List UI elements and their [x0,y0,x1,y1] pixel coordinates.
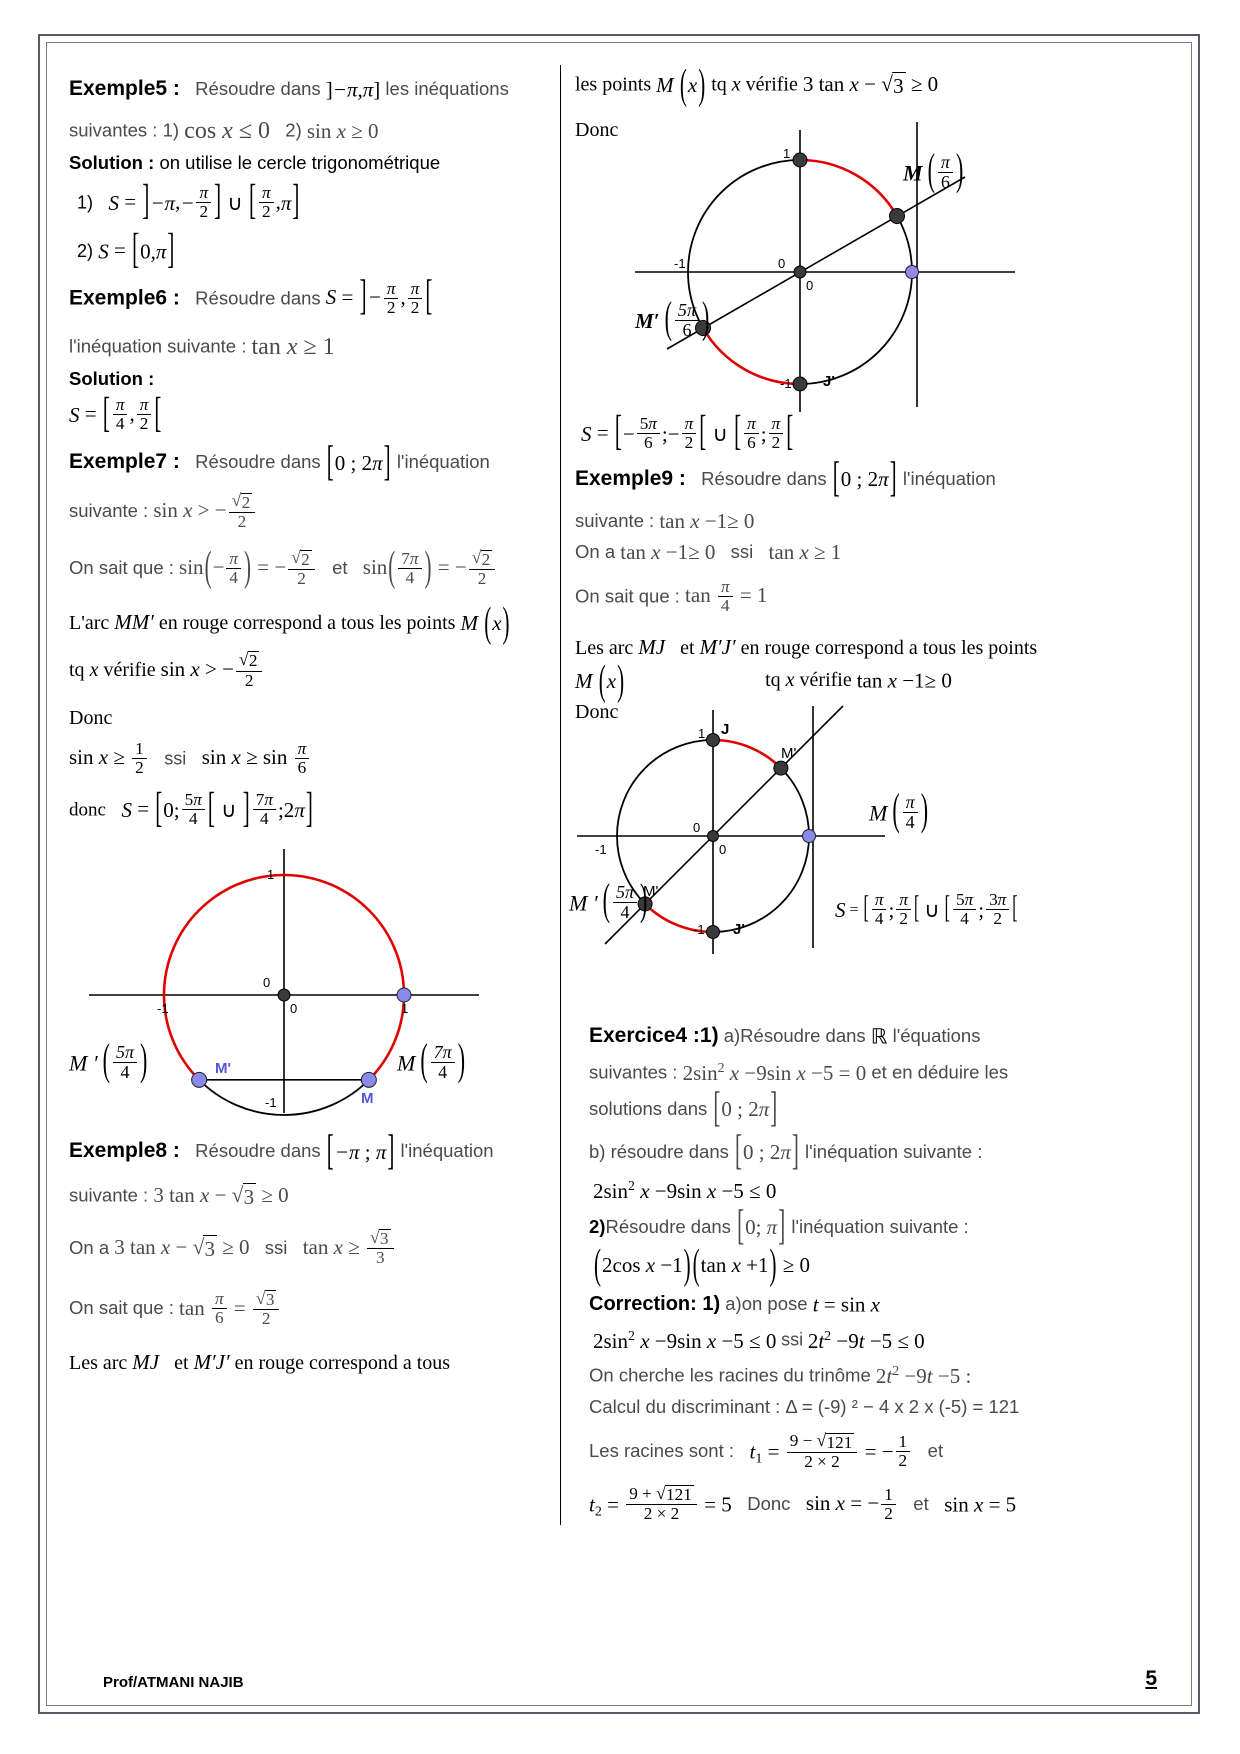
exemple7-result: donc S = [0; $\frac{5\pi}{4}$ [ ∪ ] $\frac{7\pi}{4}$ ;2π] [69,782,313,831]
label-origin-top-2: 0 [778,255,786,271]
exemple8-arc-text1: Les arc [69,1352,128,1375]
exemple5-solution-1: 1) S = ]−π,− $\frac{\pi}{2}$ ] ∪ [ $\frac{\pi}{2}$ ,π] [77,175,300,224]
point-I [397,988,411,1002]
exemple8-arc-text3: en rouge correspond a tous [234,1352,451,1375]
tag-M: M [361,1090,374,1108]
exercice4-equation: $2\sin^2$ x −9sin x −5 = 0 [682,1060,867,1085]
exemple7-arc-text2: en rouge correspond a tous les points [158,611,456,634]
correction-line2 [589,1362,1173,1391]
exemple7-arc-name: MM′ [114,609,154,634]
point-J-3 [707,734,720,747]
exemple7-donc: Donc [69,706,113,729]
exemple7-heading [69,436,546,485]
exemple5-solution-label: Solution : [69,151,155,173]
exemple7-ineq-line [69,493,546,532]
figure3-label-m-prime: M ′ ( $\frac{5\pi}{4}$ ) [569,874,648,925]
exemple5-sol1-prefix: 1) [77,192,94,213]
exemple5-ineq2: sin x ≥ 0 [306,118,379,143]
exemple7-known-1: sin(− $\frac{\pi}{4}$ ) = − √ $\frac{2}{2}$ [179,555,317,579]
exemple8-ona-label: On a [69,1237,110,1259]
correction-discriminant: Calcul du discriminant : Δ = (-9) ² − 4 x 2 x (-5) = 121 [589,1395,1020,1417]
origin-point-3 [708,831,719,842]
exemple6-domain: S = ]− $\frac{\pi}{2}$ , $\frac{\pi}{2}$ [ [325,271,433,320]
exemple9-arc-point: M (x) [575,656,625,705]
label-minus-one-y-3: -1 [693,922,705,938]
point-J-prime-2 [793,377,807,391]
exemple5-solution-line [69,151,546,175]
exemple8cont-result: S = [− $\frac{5\pi}{6}$ ;− $\frac{\pi}{2}$ [ ∪ [ $\frac{\pi}{6}$ ; $\frac{\pi}{2}$ [ [581,406,794,455]
exercice4-part-b: b) résoudre dans [589,1141,729,1163]
exercice4-line2 [589,1059,1173,1088]
correction-line1a: $2\sin^2$ x −9sin x −5 ≤ 0 [593,1328,777,1354]
exemple8-title: Exemple8 : [69,1139,180,1163]
exemple8-statement2: l'inéquation [400,1140,494,1162]
exemple7-domain: [0 ; 2π] [326,436,391,485]
exemple5-sol2-prefix: 2) [77,241,94,262]
exemple9-statement2: l'inéquation [902,468,996,490]
correction-line1-ssi: ssi [781,1330,804,1350]
exemple8-statement3: suivante : [69,1184,149,1206]
figure3-mprime-num: 5π [613,883,637,903]
figure-trig-circle-exemple9 [569,706,1173,956]
two-column-layout [47,43,1191,1705]
exemple8-ona-line [69,1230,546,1269]
point-M-3 [774,761,788,775]
exemple7-statement: Résoudre dans [195,451,321,473]
tag-M-prime: M' [215,1060,232,1078]
exemple8-arc-name1: MJ [132,1350,160,1375]
figure3-m-name: M [869,800,888,826]
exemple7-arc-text4: vérifie [103,658,156,681]
exemple8-ona2: tan x ≥ √ $\frac{3}{3}$ [303,1235,396,1259]
e8c-var: x [731,73,741,96]
exemple7-known-line [69,542,546,591]
exemple9-heading [575,453,1173,502]
e8c-text1b: tq [711,73,727,96]
label-minus-one-x: -1 [157,1001,169,1017]
exemple7-known-join: et [332,557,348,579]
footer-author: Prof/ATMANI NAJIB [103,1674,244,1691]
exemple8-heading [69,1125,546,1174]
exemple9-arc-name1: MJ [638,634,666,659]
exemple7-arc-cond: sin x > − √ $\frac{2}{2}$ [161,657,265,681]
exemple7-step2: sin x ≥ sin $\frac{\pi}{6}$ [202,745,312,769]
label-origin-bottom: 0 [290,1001,298,1017]
figure2-mprime-den: 6 [682,319,692,340]
tag-M-prime-3: M' [643,883,659,901]
e8c-text1c: vérifie [745,73,798,96]
exercice4-part-2-text: Résoudre dans [605,1215,731,1237]
figure2-label-m-prime: M′ ( $\frac{5\pi}{6}$ ) [635,292,710,343]
figure2-mprime-name: M′ [635,308,660,333]
exemple9-domain: [0 ; 2π] [832,453,897,502]
exercice4-line3-text: solutions dans [589,1097,708,1119]
exemple9-known: tan $\frac{\pi}{4}$ = 1 [685,576,768,615]
figure3-m-den: 4 [905,811,915,832]
exemple8cont-donc: Donc [575,118,619,141]
exemple9-donc: Donc [575,700,619,723]
page-border [38,34,1200,1714]
exemple9-arc-var: x [785,669,795,692]
exemple8-arc-line [69,1349,546,1377]
point-I-2 [906,265,919,278]
exercice4-title: Exercice4 :1) [589,1024,719,1048]
exercice4-part-b2: l'inéquation suivante : [805,1141,983,1163]
exercice4-part-2: 2) [589,1215,606,1237]
label-J-prime-3: J' [733,921,745,939]
page-footer [47,1667,1191,1691]
exemple5-title: Exemple5 : [69,77,180,100]
label-minus-one-y: -1 [265,1095,277,1111]
exemple6-line2 [69,332,546,364]
exemple9-arc-line2 [575,656,1173,705]
exemple7-arc-line [69,598,546,647]
figure2-m-den: 6 [940,171,950,192]
figure1-m-den: 4 [438,1062,448,1083]
exercice4-line2-suffix: et en déduire les [871,1061,1009,1083]
exemple9-ona2: tan x ≥ 1 [768,539,842,564]
exemple7-tq-line [69,652,546,691]
exercice4-line3-domain: [0 ; 2π] [713,1082,778,1131]
exemple7-statement3: suivante : [69,500,149,522]
point-M-2 [890,208,905,223]
correction-roots-label: Les racines sont : [589,1440,734,1462]
figure2-mprime-num: 5π [675,301,699,321]
exemple7-known-label: On sait que : [69,557,174,579]
exemple5-line2 [69,116,546,148]
figure3-mprime-den: 4 [620,901,630,922]
exemple6-statement2: l'inéquation suivante : [69,335,247,357]
exercice4-part2-ineq-line [593,1239,1173,1288]
solution-arc-red-3a [713,740,781,768]
exemple8-known: tan $\frac{\pi}{6}$ = √ $\frac{3}{2}$ [179,1296,281,1320]
figure2-m-num: π [938,153,953,173]
exemple9-arc-text3: en rouge correspond a tous les points [740,636,1038,659]
figure1-mprime-num: 5π [113,1043,137,1063]
exemple9-ineq: tan x −1≥ 0 [659,509,755,534]
exercice4-heading [589,1022,1173,1051]
exemple5-solution-text: on utilise le cercle trigonométrique [159,151,441,173]
correction-roots-line: Les racines sont : $t_1$ = $\frac{9 - √ 121}{2 \times 2}$ = − $\frac{1}{2}$ et [589,1433,1173,1472]
label-origin-bottom-2: 0 [806,277,814,293]
exemple9-known-line [575,576,1173,616]
exercice4-part-2-text2: l'inéquation suivante : [791,1215,969,1237]
exemple8-ona1: 3 tan x − √ 3 ≥ 0 [114,1235,249,1259]
exemple5-ineq1: cos x ≤ 0 [184,117,270,144]
label-origin-top-3: 0 [693,820,701,836]
exemple8-ona-ssi: ssi [264,1237,288,1259]
figure3-label-m: M ( $\frac{\pi}{4}$ ) [869,784,929,835]
exemple7-title: Exemple7 : [69,450,180,474]
exemple9-ineq-line [575,508,1173,536]
label-minus-one-x-3: -1 [595,842,607,858]
exemple7-step-ssi: ssi [164,748,187,769]
exercice4-part2-line [589,1201,1173,1250]
point-M [361,1073,376,1088]
e8c-cond: 3 tan x − √ 3 ≥ 0 [803,72,938,96]
figure-trig-circle-exemple7 [69,835,546,1115]
exemple5-heading [69,75,546,104]
exemple7-arc-text1: L'arc [69,611,110,634]
exemple6-ineq: tan x ≥ 1 [251,334,335,361]
correction-intro: a)on pose [725,1293,808,1315]
exercice4-part-a2: l'équations [892,1025,981,1047]
correction-trinome: $2t^2 -9t -5$ : [875,1363,972,1388]
solution-arc-red-2a [800,160,897,216]
label-one-x: 1 [401,1001,409,1017]
correction-conclusion-join: et [913,1492,929,1514]
exemple7-known-2: sin( $\frac{7\pi}{4}$ ) = − √ $\frac{2}{2}$ [363,555,498,579]
exemple5-label2: 2) [285,119,302,141]
exemple6-heading [69,271,546,320]
exemple9-ona-label: On a [575,540,616,562]
exercice4-line2-prefix: suivantes : [589,1061,678,1083]
correction-root2-line: $t_2$ = $\frac{9 + √ 121}{2 \times 2}$ = 5 Donc sin x = − $\frac{1}{2}$ et sin x = 5 [589,1486,1173,1525]
label-origin-bottom-3: 0 [719,842,727,858]
exemple8-ineq: 3 tan x − √ 3 ≥ 0 [153,1183,288,1207]
figure3-mprime-name: M ′ [569,890,598,916]
exercice4-part-a: a)Résoudre dans [723,1025,866,1047]
figure1-mprime-den: 4 [120,1062,130,1083]
figure1-label-m-prime: M ′ ( $\frac{5\pi}{4}$ ) [69,1034,148,1085]
exercice4-line3 [589,1082,1173,1131]
exemple9-arc-line1 [575,634,1173,662]
exemple9-ona-ssi: ssi [730,540,754,562]
figure1-mprime-name: M ′ [69,1050,98,1076]
exemple6-statement: Résoudre dans [195,287,321,309]
exemple7-step1: sin x ≥ $\frac{1}{2}$ [69,745,149,769]
exemple7-step [69,738,546,778]
exemple5-statement2: les inéquations [385,78,509,99]
exemple6-solution: S = [ $\frac{\pi}{4}$ , $\frac{\pi}{2}$ [ [69,388,162,437]
right-column [561,43,1191,1705]
exemple9-arc-name2: M′J′ [699,634,736,659]
exemple7-arc-text3: tq [69,658,85,681]
label-one-y: 1 [267,867,275,883]
exemple9-ona-line [575,539,1173,567]
tag-M-3: M' [781,745,797,763]
correction-line2-text: On cherche les racines du trinôme [589,1364,871,1386]
exemple9-arc-cond: tan x −1≥ 0 [856,668,952,693]
exemple8-arc-name2: M′J′ [193,1350,230,1375]
figure2-m-name: M [903,160,923,186]
exemple9-ona1: tan x −1≥ 0 [620,539,716,564]
label-minus-one-y-2: -1 [780,375,792,391]
exemple6-solution-label: Solution : [69,367,155,389]
exemple7-statement2: l'inéquation [396,451,490,473]
exemple8-ineq-line [69,1182,546,1212]
exemple9-title: Exemple9 : [575,467,686,491]
label-J-3: J [721,721,730,739]
exercice4-part-b-ineq: $2\sin^2$ x −9sin x −5 ≤ 0 [593,1178,777,1204]
exemple8-known-line [69,1290,546,1329]
correction-root-join: et [927,1440,944,1462]
footer-page-number: 5 [1145,1667,1157,1690]
e8c-point: M (x) [656,60,706,109]
exercice4-part-b-domain: [0 ; 2π] [735,1126,799,1175]
left-column [47,43,560,1705]
exemple8cont-line1 [575,60,1173,109]
figure-trig-circle-exemple8 [635,122,1173,412]
correction-heading [589,1291,1173,1319]
figure2-label-m: M ( $\frac{\pi}{6}$ ) [903,144,964,195]
exercice4-part-b-ineq-line [593,1177,1173,1206]
correction-conclusion: Donc [747,1492,791,1514]
exemple9-known-label: On sait que : [575,584,680,606]
point-J-prime-3 [707,926,720,939]
label-J-prime-2: J' [823,372,835,390]
correction-line1 [593,1327,1173,1356]
origin-point [278,989,290,1001]
label-one-y-2: 1 [783,145,791,161]
page-inner-border [46,42,1192,1706]
e8c-text1a: les points [575,73,652,96]
exemple5-statement: Résoudre dans [195,78,321,99]
correction-substitution: t = sin x [812,1292,880,1317]
trig-circle-svg-2 [645,122,1045,412]
correction-title: Correction: 1) [589,1293,721,1316]
exemple8-domain: [−π ; π] [326,1125,395,1174]
exemple9-statement: Résoudre dans [701,468,827,490]
exemple9-statement3: suivante : [575,509,655,531]
exemple7-arc-point: M (x) [460,598,510,647]
exemple7-arc-var: x [89,658,99,681]
exemple7-result-prefix: donc [69,799,106,821]
figure1-m-name: M [397,1050,416,1076]
exemple8-known-label: On sait que : [69,1297,174,1319]
exemple9-arc-text1: Les arc [575,636,634,659]
exercice4-part2-ineq: (2cos x −1)(tan x +1) ≥ 0 [594,1239,811,1288]
correction-line1b: $2t^2 -9t -5 \le 0$ [807,1328,925,1354]
exemple9-arc-text4: tq [765,669,781,692]
label-origin-top: 0 [263,975,271,991]
label-one-y-3: 1 [698,726,706,742]
exemple7-ineq: sin x > − √ $\frac{2}{2}$ [153,498,257,522]
point-M-prime [192,1073,207,1088]
label-minus-one-x-2: -1 [674,255,686,271]
exemple9-arc-text5: vérifie [799,669,852,692]
exemple8-statement: Résoudre dans [195,1140,321,1162]
exercice4-part2-domain: [0; π] [737,1201,786,1250]
figure1-m-num: 7π [431,1043,455,1063]
exemple6-title: Exemple6 : [69,286,180,310]
exemple5-solution-2: 2) S = [0,π] [77,224,175,273]
point-I-3 [803,830,816,843]
exercice4-part-b-line [589,1126,1173,1175]
figure1-label-m: M ( $\frac{7\pi}{4}$ ) [397,1034,466,1085]
exemple5-statement3: suivantes : 1) [69,119,180,141]
exercice4-set-r: ℝ [870,1024,888,1049]
exemple5-interval: ]−π,π] [325,77,381,102]
origin-point-2 [794,266,806,278]
figure3-m-num: π [903,793,918,813]
point-J-2 [793,153,807,167]
exemple9-arc-text2: et [680,636,695,659]
figure3-result: S = [ $\frac{\pi}{4}$ ; $\frac{\pi}{2}$ [ ∪ [ $\frac{5\pi}{4}$ ; $\frac{3\pi}{2}$ [ [835,890,1018,929]
exemple8-arc-text2: et [174,1352,189,1375]
